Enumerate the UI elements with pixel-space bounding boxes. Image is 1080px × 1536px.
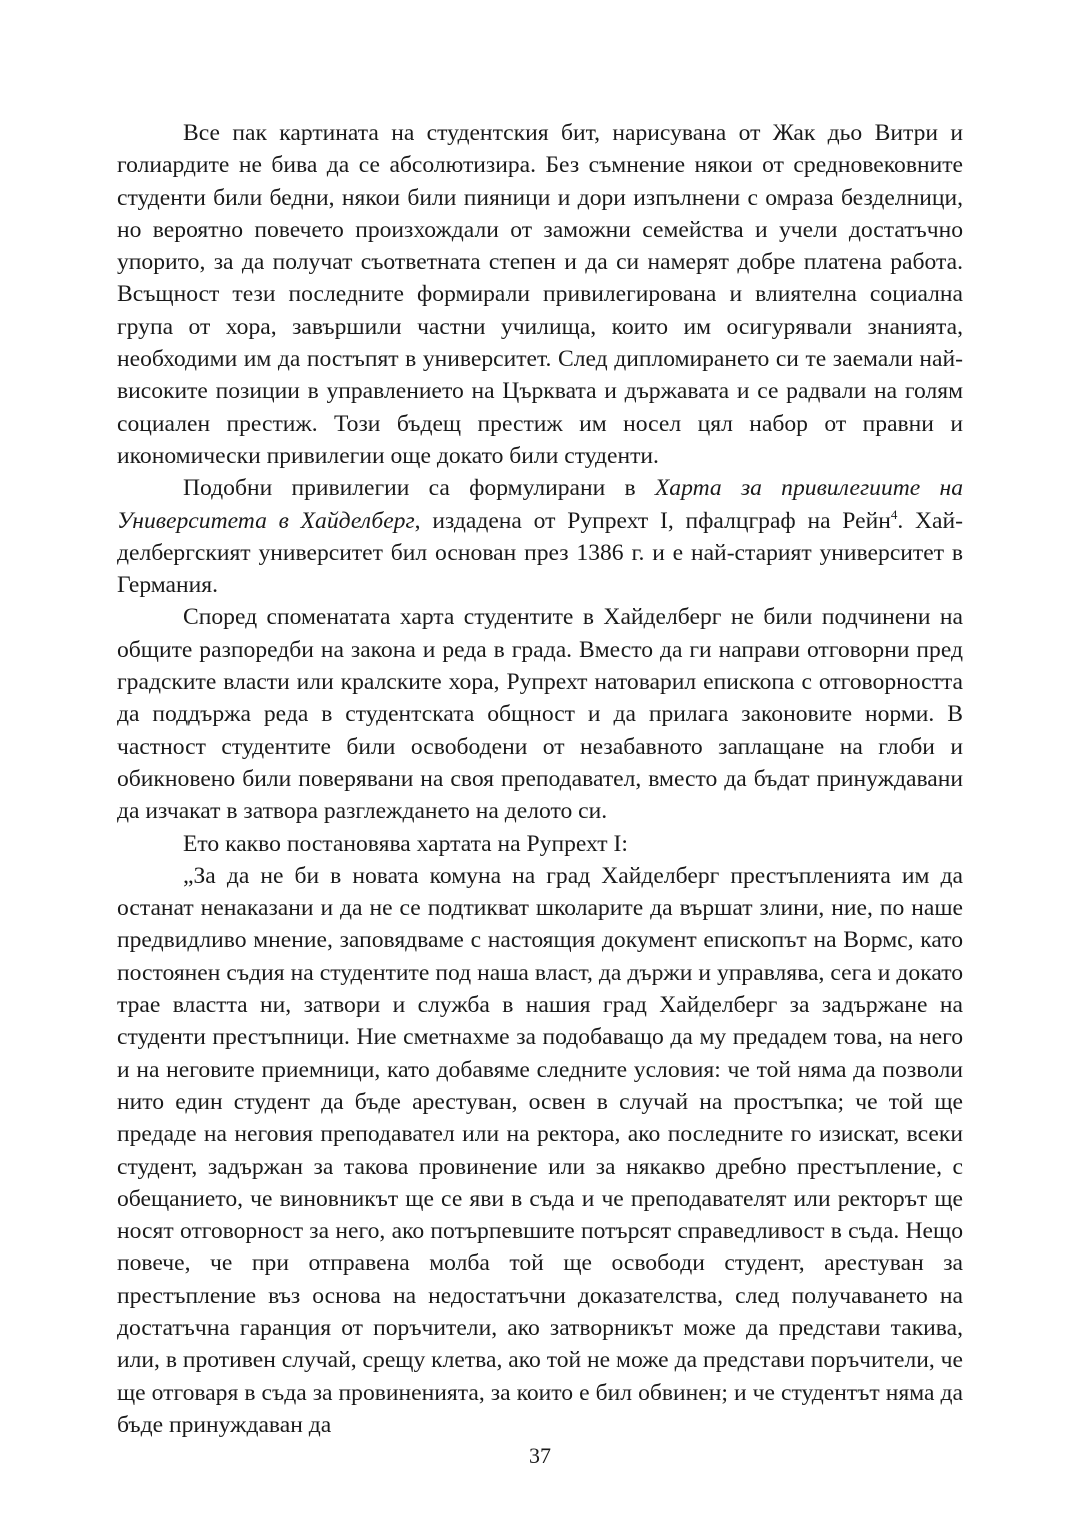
footnote-reference[interactable]: 4 <box>890 506 898 522</box>
paragraph-text: , издадена от Рупрехт I, пфалцграф на Рейн <box>414 507 891 534</box>
paragraph-charter-provisions: Според споменатата харта студентите в Хайделберг не били подчинени на общите разпоредби на закона и реда в града. Вместо да ги направи отговорни пред градските власти или кралските хора, Рупрехт натоварил епископа с отговорността да поддържа реда в студентската общност и да прилага законовите норми. В частност студентите били освободени от незабавното заплащане на глоби и обикновено били поверявани на своя преподавател, вместо да бъдат принуждавани да изчакат в затвора разглеждането на делото си. <box>117 604 963 825</box>
body-text <box>117 117 963 1441</box>
paragraph-heidelberg-charter <box>117 472 963 601</box>
paragraph-quote-intro: Ето какво постановява хартата на Рупрехт I: <box>183 830 628 857</box>
page-number: 37 <box>529 1443 551 1468</box>
paragraph-text: Подобни привилегии са формулирани в <box>183 475 655 502</box>
paragraph-text: . Хайделбергският университет бил основан през 1386 г. и е най-старият университет в Германия. <box>117 507 963 599</box>
paragraph-student-life: Все пак картината на студентския бит, нарисувана от Жак дьо Витри и голиардите не бива да се абсолютизира. Без съмнение някои от средновековните студенти били бедни, някои били пияници и дори изпълнени с омраза безделници, но вероятно повечето произхождали от заможни семейства и учели достатъчно упорито, за да получат съответната степен и да си намерят добре платена работа. Всъщност тези последните формирали привилегирована и влиятелна социална група от хора, завършили частни училища, които им осигурявали знанията, необходими им да постъпят в университет. След дипломирането си те заемали най-високите позиции в управлението на Църквата и държавата и се радвали на голям социален престиж. Този бъдещ престиж им носел цял набор от правни и икономически привилегии още докато били студенти. <box>117 120 963 469</box>
charter-title: Харта за привилегиите на Университета в Хайделберг <box>117 475 963 534</box>
paragraph-charter-quote: „За да не би в новата комуна на град Хайделберг престъпленията им да останат ненаказани и да не се подтикват школарите да вършат злини, ние, по наше предвидливо мнение, заповядваме с настоящия документ епископът на Вормс, като постоянен съдия на студентите под наша власт, да държи и управлява, сега и докато трае властта ни, затвори и служба в нашия град Хайделберг за задържане на студенти престъпници. Ние сметнахме за подобаващо да му предадем това, на него и на неговите приемници, като добавяме следните условия: че той няма да позволи нито един студент да бъде арестуван, освен в случай на простъпка; че той ще предаде на неговия преподавател или на ректора, ако последните го изискат, всеки студент, задържан за такова провинение или за някакво дребно престъпление, с обещанието, че виновникът ще се яви в съда и че преподавателят или ректорът ще носят отговорност за него, ако потърпевшите потърсят справедливост в съда. Нещо повече, че при отправена молба той ще освободи студент, арестуван за престъпление въз основа на недостатъчни доказателства, след получаването на достатъчна гаранция от поръчители, ако затворникът може да представи такива, или, в противен случай, срещу клетва, ако той не може да представи поръчители, че ще отговаря в съда за провиненията, за които е бил обвинен; и че студентът няма да бъде принуждаван да <box>117 862 963 1438</box>
